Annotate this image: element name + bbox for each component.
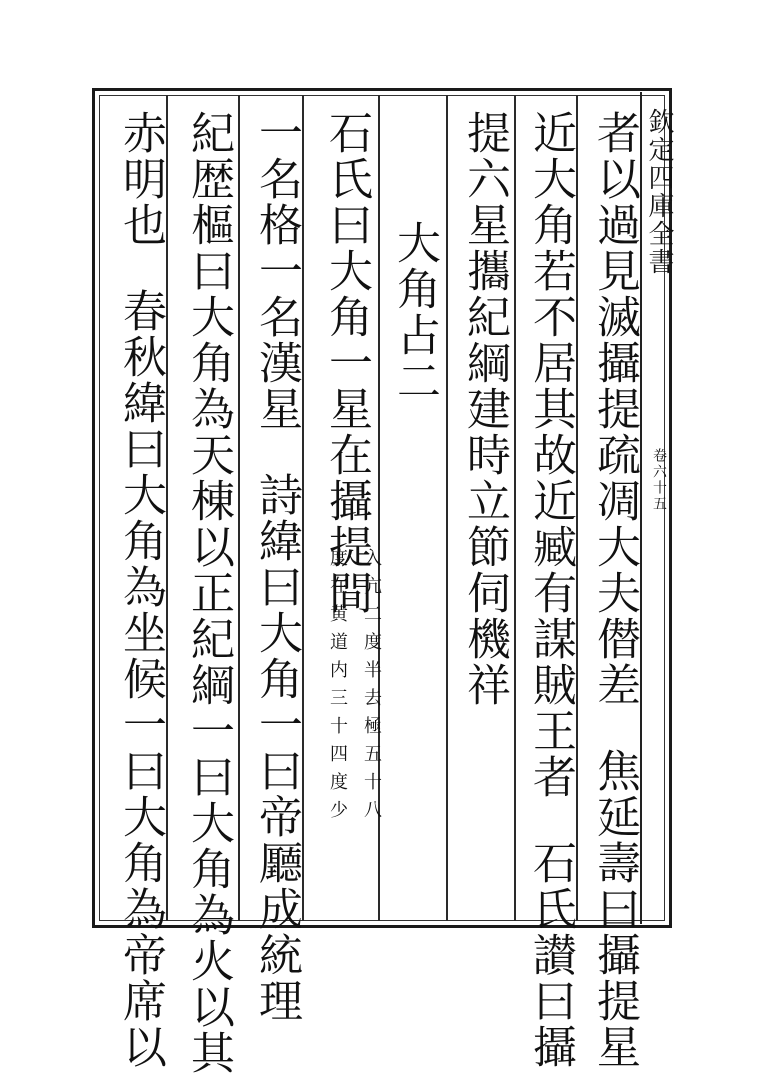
column-divider	[238, 95, 240, 921]
page-frame	[92, 88, 672, 928]
column-text-continued: 焦延壽曰攝提星	[589, 748, 640, 1070]
column-text: 近大角若不居其故近臧有謀賊王者	[525, 110, 576, 800]
annotation-right: 入亢二度半去極五十八	[361, 548, 382, 828]
text-column-7	[180, 110, 236, 1076]
volume-number: 卷六十五	[651, 448, 667, 512]
column-text: 一名格一名漢星	[251, 110, 302, 432]
column-text: 石氏曰大角一星在攝提間	[321, 110, 372, 616]
text-column-1	[586, 110, 642, 1070]
section-title	[386, 220, 442, 404]
column-text-continued: 詩緯曰大角一曰帝㕔成統理	[251, 472, 302, 1024]
column-text-continued: 春秋緯曰大角為坐候一曰大角為帝席以	[115, 288, 166, 1070]
text-column-5	[318, 110, 374, 616]
column-text: 者以過見滅攝提疏凋大夫僣差	[589, 110, 640, 708]
column-divider	[514, 95, 516, 921]
book-title: 欽定四庫全書	[644, 108, 674, 276]
column-divider	[446, 95, 448, 921]
text-column-6	[248, 110, 304, 1024]
text-column-3	[456, 110, 512, 708]
column-text: 紀歴樞曰大角為天棟以正紀綱一曰大角為火以其	[183, 110, 234, 1076]
text-column-8	[112, 110, 168, 1070]
column-text: 提六星攜紀綱建時立節伺機祥	[459, 110, 510, 708]
column-text: 赤明也	[115, 110, 166, 248]
annotation-left: 度在黄道内三十四度少	[327, 548, 348, 828]
text-column-2	[522, 110, 578, 1070]
column-text-continued: 石氏讃曰攝	[525, 840, 576, 1070]
section-title-text: 大角占二	[389, 220, 440, 404]
